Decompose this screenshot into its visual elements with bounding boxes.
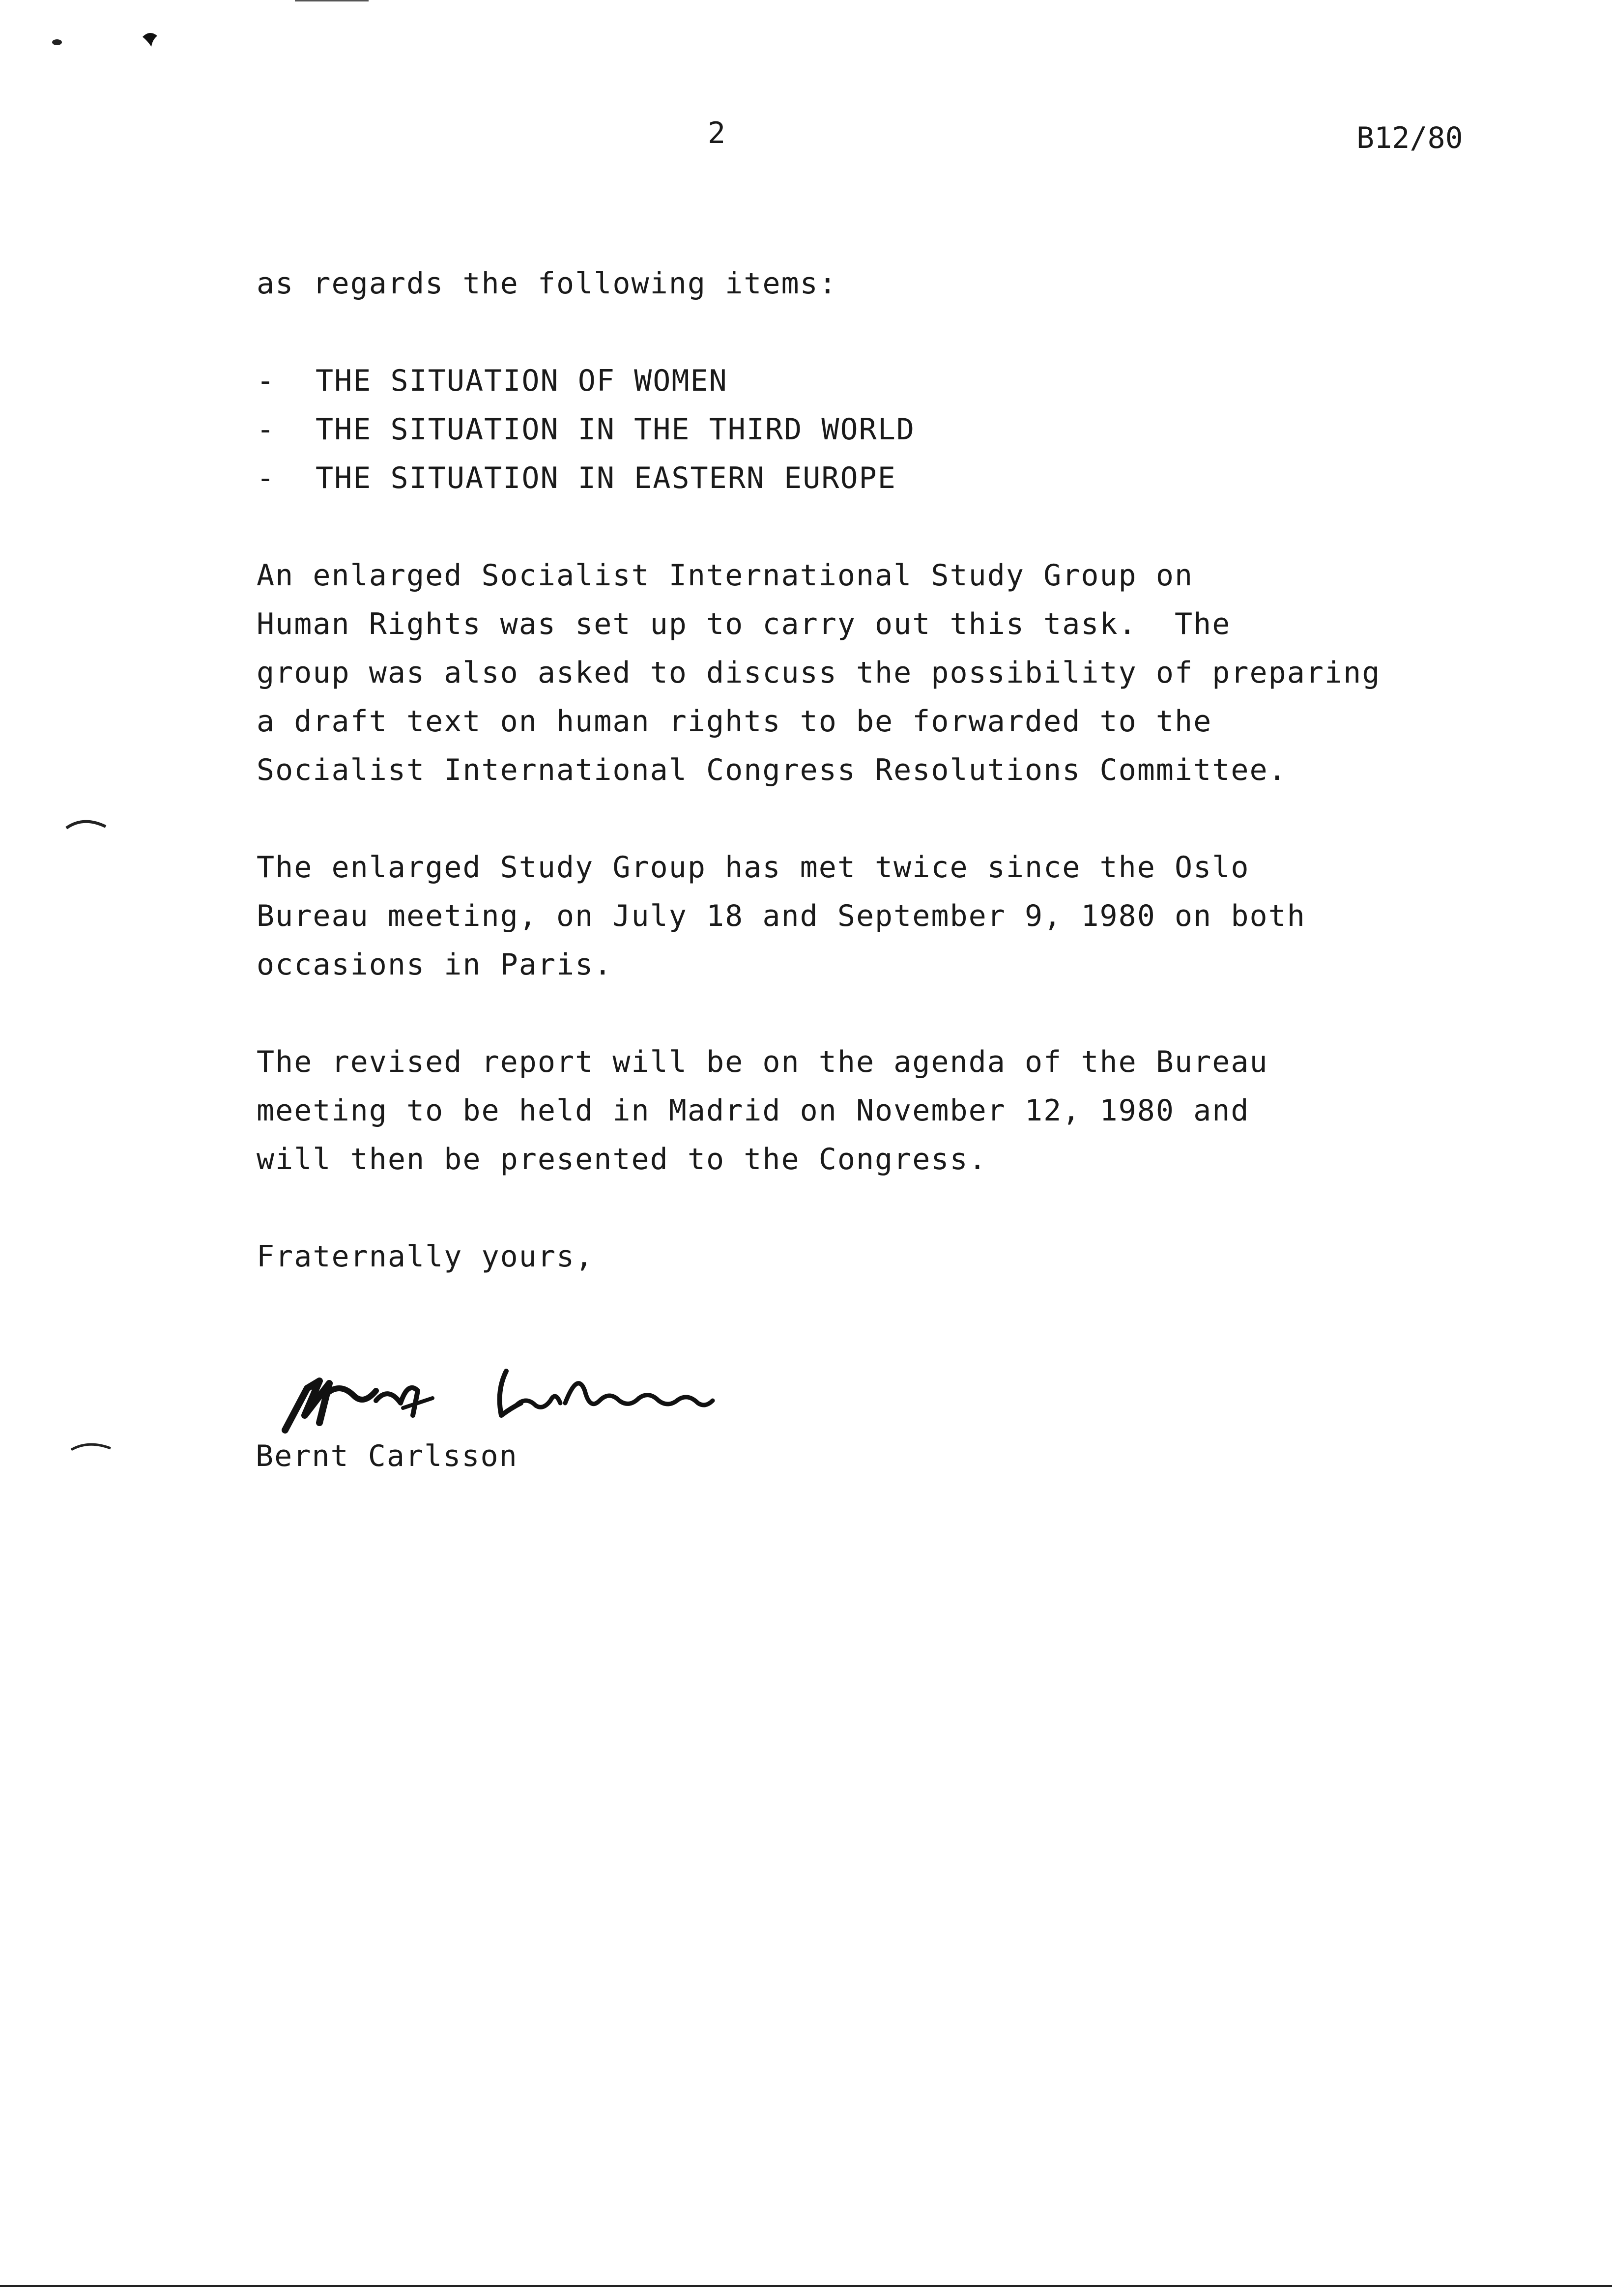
- list-item: [257, 405, 1495, 454]
- paragraph-line: Human Rights was set up to carry out this task. The: [257, 607, 1231, 641]
- list-item: [257, 357, 1495, 405]
- paragraph: [257, 1038, 1495, 1184]
- paragraph-line: The enlarged Study Group has met twice since the Oslo: [257, 850, 1250, 885]
- spacer: [257, 1184, 1495, 1233]
- paragraph-line: The revised report will be on the agenda of the Bureau: [257, 1045, 1268, 1079]
- page-number: 2: [708, 116, 726, 150]
- scan-artifact-rule: [0, 2285, 1612, 2287]
- closing-line: Fraternally yours,: [257, 1239, 594, 1274]
- punch-mark: [69, 1437, 113, 1452]
- scan-artifact-rule: [295, 0, 369, 1]
- scan-speck: [49, 34, 69, 49]
- paragraph-line: An enlarged Socialist International Study Group on: [257, 558, 1194, 593]
- paragraph-line: meeting to be held in Madrid on November 12, 1980 and: [257, 1093, 1250, 1128]
- list-item: [257, 454, 1495, 503]
- spacer: [257, 795, 1495, 843]
- list-item-text: THE SITUATION OF WOMEN: [316, 364, 728, 398]
- spacer: [257, 308, 1495, 357]
- signature-block: [256, 1361, 796, 1479]
- spacer: [257, 989, 1495, 1038]
- paragraph: [257, 843, 1495, 989]
- dash-bullet: -: [257, 461, 276, 495]
- paragraph-line: occasions in Paris.: [257, 947, 613, 982]
- handwritten-signature: [270, 1361, 762, 1445]
- signatory-name: Bernt Carlsson: [256, 1439, 518, 1473]
- items-list: [257, 357, 1495, 503]
- letter-body: [257, 259, 1495, 1281]
- punch-mark: [64, 816, 108, 831]
- paragraph-line: will then be presented to the Congress.: [257, 1142, 987, 1177]
- paragraph-line: a draft text on human rights to be forwarded to the: [257, 704, 1212, 739]
- list-item-text: THE SITUATION IN THE THIRD WORLD: [316, 412, 915, 447]
- spacer: [257, 503, 1495, 551]
- paragraph-line: Bureau meeting, on July 18 and September 9, 1980 on both: [257, 899, 1306, 933]
- dash-bullet: -: [257, 412, 276, 447]
- scan-speck: [138, 27, 162, 52]
- intro-line: as regards the following items:: [257, 266, 837, 301]
- paragraph: [257, 551, 1495, 795]
- dash-bullet: -: [257, 364, 276, 398]
- document-reference: B12/80: [1356, 121, 1463, 155]
- paragraph-line: group was also asked to discuss the possibility of preparing: [257, 656, 1381, 690]
- list-item-text: THE SITUATION IN EASTERN EUROPE: [316, 461, 896, 495]
- paragraph-line: Socialist International Congress Resolutions Committee.: [257, 753, 1287, 787]
